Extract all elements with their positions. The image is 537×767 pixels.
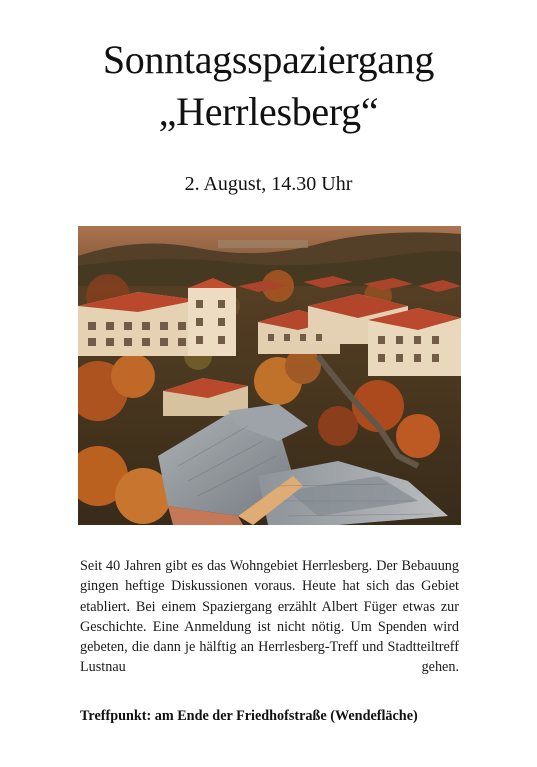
description-paragraph: Seit 40 Jahren gibt es das Wohngebiet Herrlesberg. Der Bebauung gingen heftige Diskussionen voraus. Heute hat sich das Gebiet etabliert. Bei einem Spaziergang erzählt Albert Füger etwas zur Geschichte. Eine Anmeldung ist nicht nötig. Um Spenden wird gebeten, die dann je hälftig an Herrlesberg-Treff und Stadtteiltreff Lustnau gehen. (80, 558, 459, 676)
aerial-photo-illustration (78, 226, 461, 525)
aerial-photo (78, 226, 461, 525)
title-line-2: „Herrlesberg“ (158, 89, 379, 134)
meeting-point: Treffpunkt: am Ende der Friedhofstraße (Wendefläche) (80, 708, 418, 724)
title-line-1: Sonntagsspaziergang (102, 37, 435, 82)
event-date: 2. August, 14.30 Uhr (184, 173, 353, 195)
